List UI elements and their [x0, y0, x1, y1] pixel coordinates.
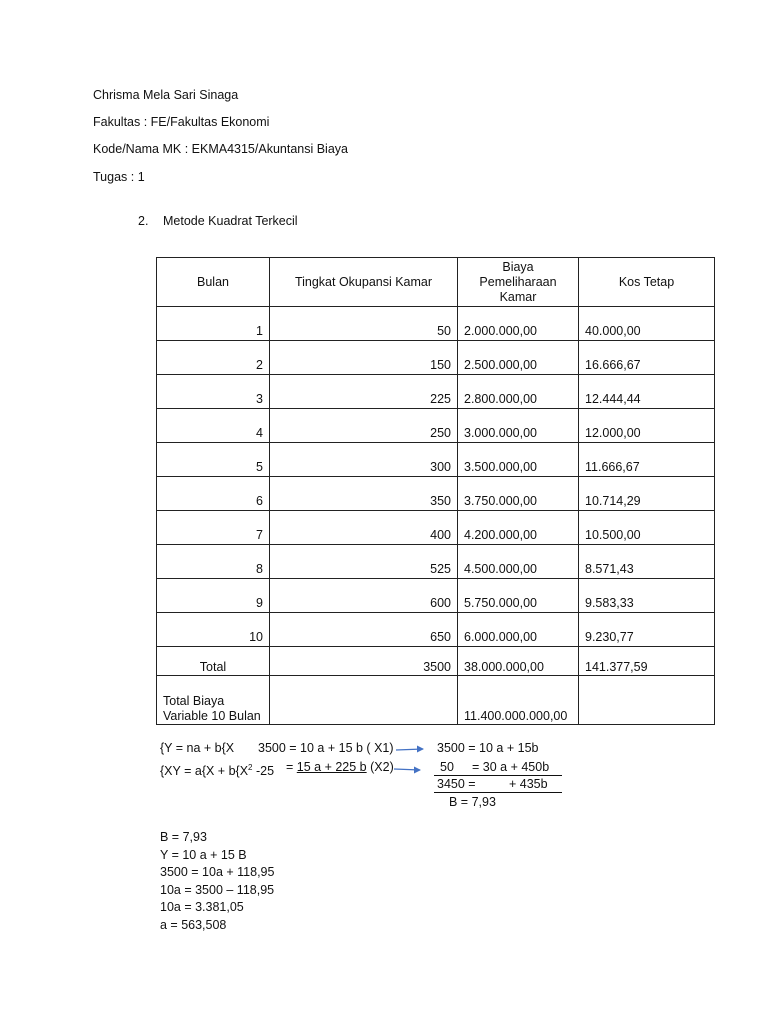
cell-okupansi: 250 — [270, 409, 458, 443]
arrow-icon-1 — [396, 746, 424, 753]
cell-biaya: 2.000.000,00 — [458, 307, 579, 341]
header-bulan: Bulan — [157, 258, 270, 307]
cell-okupansi: 150 — [270, 341, 458, 375]
solution-step-6: a = 563,508 — [160, 918, 227, 932]
cell-kos-tetap: 9.583,33 — [579, 579, 715, 613]
total-okupansi: 3500 — [270, 647, 458, 676]
solution-step-3: 3500 = 10a + 118,95 — [160, 865, 275, 879]
cell-kos-tetap: 10.500,00 — [579, 511, 715, 545]
variable-biaya: 11.400.000.000,00 — [458, 676, 579, 725]
header-kos-tetap: Kos Tetap — [579, 258, 715, 307]
eq2-right-b: = 30 a + 450b — [472, 760, 550, 774]
eq2-left-b: -25 — [252, 764, 275, 779]
header-okupansi: Tingkat Okupansi Kamar — [270, 258, 458, 307]
header-biaya: Biaya Pemeliharaan Kamar — [458, 258, 579, 307]
cell-biaya: 4.500.000,00 — [458, 545, 579, 579]
student-name: Chrisma Mela Sari Sinaga — [93, 88, 239, 102]
eq1-right: 3500 = 10 a + 15b — [437, 741, 539, 755]
eq2-superscript: 2 — [248, 763, 253, 772]
faculty-line: Fakultas : FE/Fakultas Ekonomi — [93, 115, 270, 129]
cell-kos-tetap: 40.000,00 — [579, 307, 715, 341]
cell-biaya: 2.500.000,00 — [458, 341, 579, 375]
eq2-mid-underlined: 15 a + 225 b — [296, 760, 367, 774]
cell-kos-tetap: 12.444,44 — [579, 375, 715, 409]
cell-bulan: 7 — [157, 511, 270, 545]
cell-biaya: 3.750.000,00 — [458, 477, 579, 511]
cell-bulan: 6 — [157, 477, 270, 511]
eq4-result: B = 7,93 — [449, 795, 496, 809]
eq2-right-a: 50 — [440, 760, 454, 774]
variable-label: Total Biaya Variable 10 Bulan — [157, 676, 270, 725]
solution-step-2: Y = 10 a + 15 B — [160, 848, 247, 862]
eq3-right: + 435b — [509, 777, 548, 791]
cell-okupansi: 350 — [270, 477, 458, 511]
course-line: Kode/Nama MK : EKMA4315/Akuntansi Biaya — [93, 142, 348, 156]
eq1-left: {Y = na + b{X — [160, 741, 235, 755]
cell-bulan: 4 — [157, 409, 270, 443]
cell-biaya: 4.200.000,00 — [458, 511, 579, 545]
cell-okupansi: 300 — [270, 443, 458, 477]
cell-kos-tetap: 8.571,43 — [579, 545, 715, 579]
cell-biaya: 3.500.000,00 — [458, 443, 579, 477]
cell-biaya: 2.800.000,00 — [458, 375, 579, 409]
eq2-left-a: {XY = a{X + b{X — [160, 764, 249, 779]
solution-step-5: 10a = 3.381,05 — [160, 900, 244, 914]
cell-okupansi: 400 — [270, 511, 458, 545]
total-label: Total — [157, 647, 270, 676]
eq1-mid: 3500 = 10 a + 15 b ( X1) — [258, 741, 394, 755]
section-number: 2. — [138, 214, 149, 228]
cell-bulan: 1 — [157, 307, 270, 341]
cell-biaya: 5.750.000,00 — [458, 579, 579, 613]
cell-bulan: 8 — [157, 545, 270, 579]
cell-bulan: 10 — [157, 613, 270, 647]
task-line: Tugas : 1 — [93, 170, 145, 184]
cell-biaya: 3.000.000,00 — [458, 409, 579, 443]
solution-step-4: 10a = 3500 – 118,95 — [160, 883, 275, 897]
total-biaya: 38.000.000,00 — [458, 647, 579, 676]
cell-bulan: 5 — [157, 443, 270, 477]
section-title: Metode Kuadrat Terkecil — [163, 214, 298, 228]
eq3-left: 3450 = — [437, 777, 476, 791]
cell-okupansi: 50 — [270, 307, 458, 341]
eq2-mid-a: = — [286, 760, 297, 774]
arrow-icon-2 — [394, 767, 421, 774]
cell-kos-tetap: 10.714,29 — [579, 477, 715, 511]
cell-bulan: 2 — [157, 341, 270, 375]
cell-okupansi: 650 — [270, 613, 458, 647]
cell-okupansi: 600 — [270, 579, 458, 613]
cell-biaya: 6.000.000,00 — [458, 613, 579, 647]
cell-bulan: 3 — [157, 375, 270, 409]
eq2-mid-c: (X2) — [366, 760, 394, 774]
cell-kos-tetap: 16.666,67 — [579, 341, 715, 375]
cell-kos-tetap: 9.230,77 — [579, 613, 715, 647]
cell-bulan: 9 — [157, 579, 270, 613]
cell-okupansi: 525 — [270, 545, 458, 579]
cell-kos-tetap: 12.000,00 — [579, 409, 715, 443]
cell-okupansi: 225 — [270, 375, 458, 409]
cell-kos-tetap: 11.666,67 — [579, 443, 715, 477]
total-kos: 141.377,59 — [579, 647, 715, 676]
solution-step-1: B = 7,93 — [160, 830, 207, 844]
